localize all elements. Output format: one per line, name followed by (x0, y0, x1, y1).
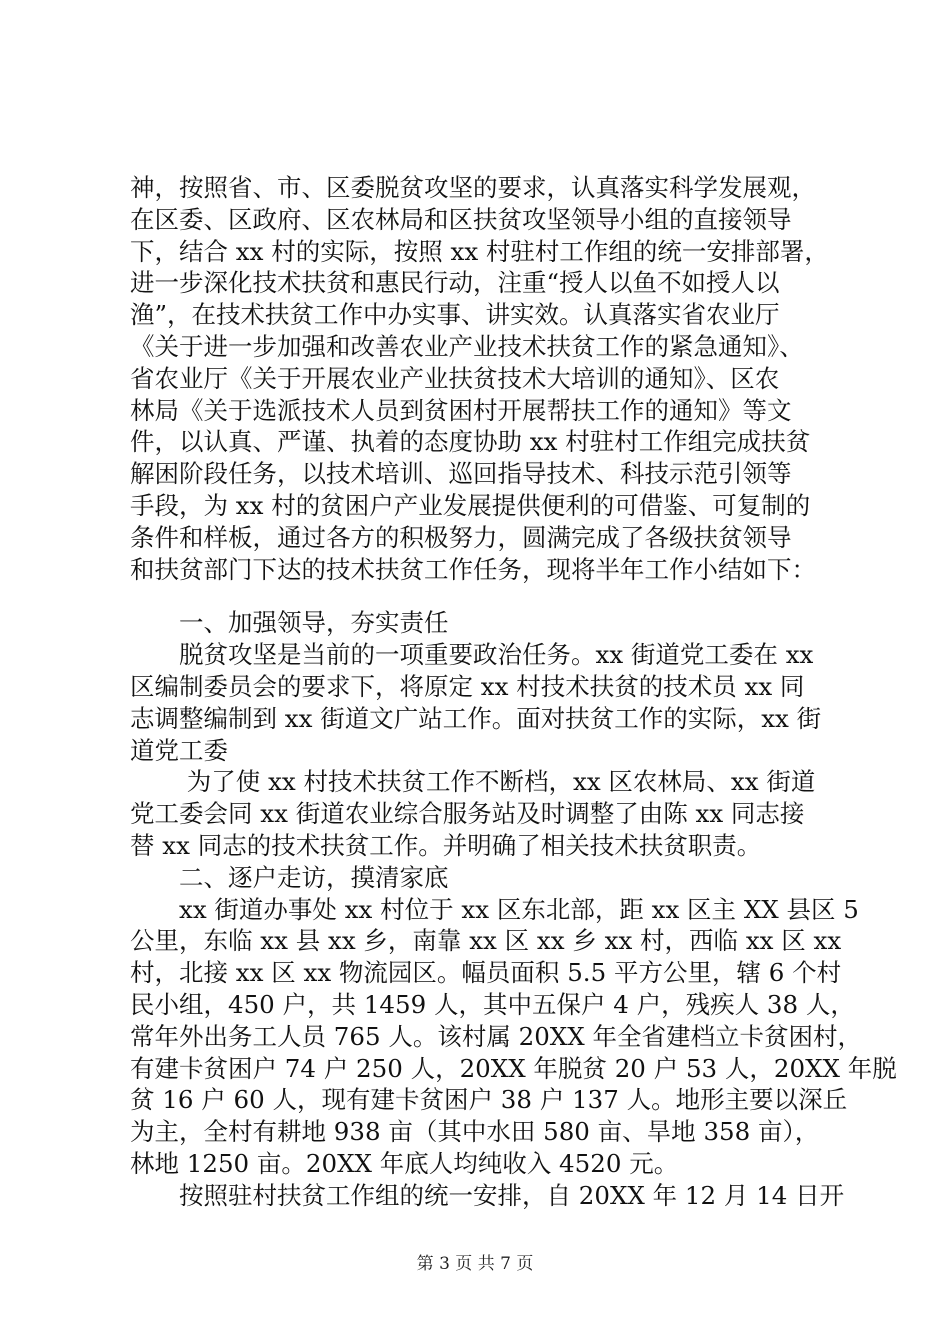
section-heading-1: 一、加强领导，夯实责任 (130, 608, 449, 638)
text-line: 公里，东临 xx 县 xx 乡，南靠 xx 区 xx 乡 xx 村，西临 xx 区 xx (130, 926, 842, 956)
paragraph-section-2b (130, 1180, 852, 1212)
text-line: 渔”，在技术扶贫工作中办实事、讲实效。认真落实省农业厅 (130, 300, 780, 330)
text-line: 替 xx 同志的技术扶贫工作。并明确了相关技术扶贫职责。 (130, 830, 762, 860)
text-line: 手段，为 xx 村的贫困户产业发展提供便利的可借鉴、可复制的 (130, 490, 811, 520)
paragraph-section-1 (130, 639, 852, 766)
paragraph-intro (130, 172, 852, 585)
paragraph-section-1b (130, 766, 852, 861)
text-line: 在区委、区政府、区农林局和区扶贫攻坚领导小组的直接领导 (130, 204, 792, 234)
body-text (130, 172, 897, 1212)
section-heading-2: 二、逐户走访，摸清家底 (130, 862, 449, 892)
text-line: 道党工委 (130, 735, 228, 765)
paragraph-section-2 (130, 894, 897, 1180)
text-line: 神，按照省、市、区委脱贫攻坚的要求，认真落实科学发展观， (130, 173, 816, 202)
text-line: 条件和样板，通过各方的积极努力，圆满完成了各级扶贫领导 (130, 522, 792, 552)
text-line: 《关于进一步加强和改善农业产业技术扶贫工作的紧急通知》、 (130, 331, 804, 361)
text-line: 按照驻村扶贫工作组的统一安排，自 20XX 年 12 月 14 日开 (130, 1180, 845, 1210)
text-line: 下，结合 xx 村的实际，按照 xx 村驻村工作组的统一安排部署， (130, 236, 829, 266)
text-line: 林局《关于选派技术人员到贫困村开展帮扶工作的通知》等文 (130, 395, 792, 425)
text-line: 党工委会同 xx 街道农业综合服务站及时调整了由陈 xx 同志接 (130, 799, 805, 829)
text-line: 为了使 xx 村技术扶贫工作不断档，xx 区农林局、xx 街道 (130, 767, 816, 797)
text-line: 常年外出务工人员 765 人。该村属 20XX 年全省建档立卡贫困村， (130, 1021, 862, 1051)
text-line: 民小组，450 户，共 1459 人，其中五保户 4 户，残疾人 38 人， (130, 989, 855, 1019)
text-line: 村，北接 xx 区 xx 物流园区。幅员面积 5.5 平方公里，辖 6 个村 (130, 958, 842, 988)
page-footer: 第 3 页 共 7 页 (416, 1254, 534, 1274)
text-line: 区编制委员会的要求下，将原定 xx 村技术扶贫的技术员 xx 同 (130, 671, 805, 701)
paragraph-spacer (130, 585, 852, 607)
text-line: 和扶贫部门下达的技术扶贫工作任务，现将半年工作小结如下： (130, 554, 816, 584)
text-line: 脱贫攻坚是当前的一项重要政治任务。xx 街道党工委在 xx (130, 640, 814, 670)
text-line: 进一步深化技术扶贫和惠民行动，注重“授人以鱼不如授人以 (130, 268, 780, 298)
text-line: 解困阶段任务，以技术培训、巡回指导技术、科技示范引领等 (130, 459, 792, 489)
text-line: 志调整编制到 xx 街道文广站工作。面对扶贫工作的实际，xx 街 (130, 703, 822, 733)
text-line: 为主，全村有耕地 938 亩（其中水田 580 亩、旱地 358 亩）， (130, 1117, 820, 1147)
text-line: 有建卡贫困户 74 户 250 人，20XX 年脱贫 20 户 53 人，20XX 年脱 (130, 1053, 897, 1083)
text-line: xx 街道办事处 xx 村位于 xx 区东北部，距 xx 区主 XX 县区 5 (130, 894, 859, 924)
text-line: 林地 1250 亩。20XX 年底人均纯收入 4520 元。 (130, 1148, 679, 1178)
text-line: 件，以认真、严谨、执着的态度协助 xx 村驻村工作组完成扶贫 (130, 427, 811, 457)
text-line: 省农业厅《关于开展农业产业扶贫技术大培训的通知》、区农 (130, 363, 780, 393)
text-line: 贫 16 户 60 人，现有建卡贫困户 38 户 137 人。地形主要以深丘 (130, 1085, 848, 1115)
